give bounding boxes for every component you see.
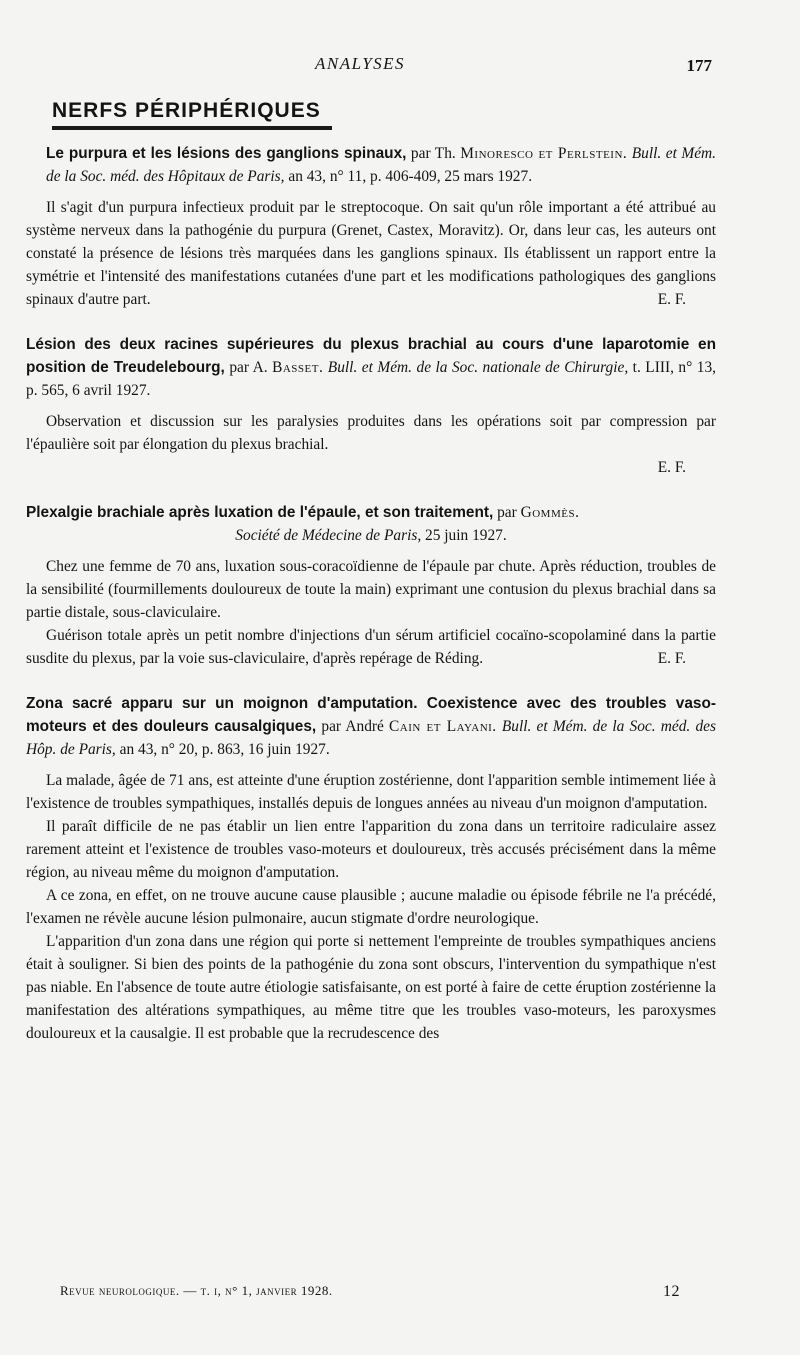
article (26, 333, 716, 479)
page-header (0, 54, 800, 82)
article (26, 142, 716, 311)
section-title: NERFS PÉRIPHÉRIQUES (52, 99, 321, 122)
section-title-underline (52, 126, 332, 130)
running-head: ANALYSES (315, 54, 406, 73)
journal-reference: Revue neurologique. — t. i, n° 1, janvier 1928. (60, 1283, 333, 1298)
article-heading: Lésion des deux racines supérieures du plexus brachial au cours d'une laparotomie en position de Treudelebourg, par A. Basset. Bull. et Mém. de la Soc. nationale de Chirurgie, t. LIII, n° 13, p. 565, 6 avril 1927. (26, 336, 716, 399)
article-details: an 43, n° 11, p. 406-409, 25 mars 1927. (284, 168, 533, 185)
article (26, 501, 716, 670)
article-details: 25 juin 1927. (421, 527, 507, 544)
page-footer (60, 1283, 680, 1299)
article-title: Lésion des deux racines supérieures du plexus brachial au cours d'une laparotomie en position de Treudelebourg, (26, 336, 716, 376)
article-paragraph: Il s'agit d'un purpura infectieux produit par le streptocoque. On sait qu'un rôle important a été attribué au système nerveux dans la pathogénie du purpura (Grenet, Castex, Moravitz). Or, dans leur cas, les auteurs ont constaté la présence de lésions très marquées dans les ganglions spinaux. Ils établissent un rapport entre la symétrie et l'intensité des manifestations cutanées d'une part et les modifications pathologiques des ganglions spinaux d'autre part. E. F. (26, 196, 716, 311)
article-list (26, 142, 716, 1067)
article-paragraph: Il paraît difficile de ne pas établir un lien entre l'apparition du zona dans un territoire radiculaire assez rarement atteint et l'existence de troubles vaso-moteurs et douloureux, très accusés précisément dans la même région, au niveau même du moignon d'amputation. (26, 818, 716, 881)
article-source: Bull. et Mém. de la Soc. méd. des Hôp. de Paris, (26, 718, 716, 758)
article-source: Bull. et Mém. de la Soc. méd. des Hôpitaux de Paris, (46, 145, 716, 185)
article-authors: Basset. (272, 359, 324, 376)
article-paragraph: L'apparition d'un zona dans une région qui porte si nettement l'empreinte de troubles sympathiques anciens était à souligner. Si bien des points de la pathogénie du zona sont obscurs, l'intervention du sympathique n'est pas niable. En l'absence de toute autre étiologie satisfaisante, on est porté à faire de cette éruption zostérienne la manifestation des altérations sympathiques, au même titre que les troubles vaso-moteurs, les paroxysmes douloureux et la causalgie. Il est probable que la recrudescence des (26, 933, 716, 1042)
article-heading: Le purpura et les lésions des ganglions spinaux, par Th. Minoresco et Perlstein. Bull. et Mém. de la Soc. méd. des Hôpitaux de Paris, an 43, n° 11, p. 406-409, 25 mars 1927. (46, 145, 716, 185)
article-paragraph: Guérison totale après un petit nombre d'injections d'un sérum artificiel cocaïno-scopolaminé dans la partie susdite du plexus, par la voie sus-claviculaire, d'après repérage de Réding. E. F. (26, 624, 716, 670)
article-authors: Cain et Layani. (389, 718, 497, 735)
article-paragraph: A ce zona, en effet, on ne trouve aucune cause plausible ; aucune maladie ou épisode fébrile ne l'a précédé, l'examen ne révèle aucune lésion pulmonaire, aucun stigmate d'ordre neurologique. (26, 887, 716, 927)
article-paragraph: Chez une femme de 70 ans, luxation sous-coracoïdienne de l'épaule par chute. Après réduction, troubles de la sensibilité (fourmillements douloureux de toute la main) exprimant une contusion du plexus brachial dans sa partie distale, sous-claviculaire. (26, 558, 716, 621)
article-details: an 43, n° 20, p. 863, 16 juin 1927. (115, 741, 330, 758)
article-title: Zona sacré apparu sur un moignon d'amputation. Coexistence avec des troubles vaso-moteurs et des douleurs causalgiques, (26, 695, 716, 735)
article-paragraph: La malade, âgée de 71 ans, est atteinte d'une éruption zostérienne, dont l'apparition semble intimement liée à l'existence de troubles sympathiques, installés depuis de longues années au niveau d'un moignon d'amputation. (26, 772, 716, 812)
article-title: Le purpura et les lésions des ganglions spinaux, (46, 145, 407, 162)
article-signature: E. F. (657, 650, 686, 667)
article-paragraph: Observation et discussion sur les paralysies produites dans les opérations soit par compression par l'épaulière soit par élongation du plexus brachial. (26, 413, 716, 453)
signature-mark: 12 (663, 1283, 680, 1300)
article-title: Plexalgie brachiale après luxation de l'épaule, et son traitement, (26, 504, 494, 521)
page-number: 177 (686, 56, 712, 75)
article-authors: Minoresco et Perlstein. (460, 145, 628, 162)
article-authors: Gommès. (520, 504, 580, 521)
article-signature: E. F. (657, 291, 686, 308)
article-heading: Zona sacré apparu sur un moignon d'amputation. Coexistence avec des troubles vaso-moteurs et des douleurs causalgiques, par André Cain et Layani. Bull. et Mém. de la Soc. méd. des Hôp. de Paris, an 43, n° 20, p. 863, 16 juin 1927. (26, 695, 716, 758)
article-source: Bull. et Mém. de la Soc. nationale de Chirurgie, (323, 359, 629, 376)
article-source: Société de Médecine de Paris, (235, 527, 422, 544)
article-details: t. LIII, n° 13, p. 565, 6 avril 1927. (26, 359, 716, 399)
article (26, 692, 716, 1045)
article-heading: Plexalgie brachiale après luxation de l'épaule, et son traitement, par Gommès. Société de Médecine de Paris, 25 juin 1927. (26, 504, 580, 544)
article-signature: E. F. (657, 459, 686, 476)
